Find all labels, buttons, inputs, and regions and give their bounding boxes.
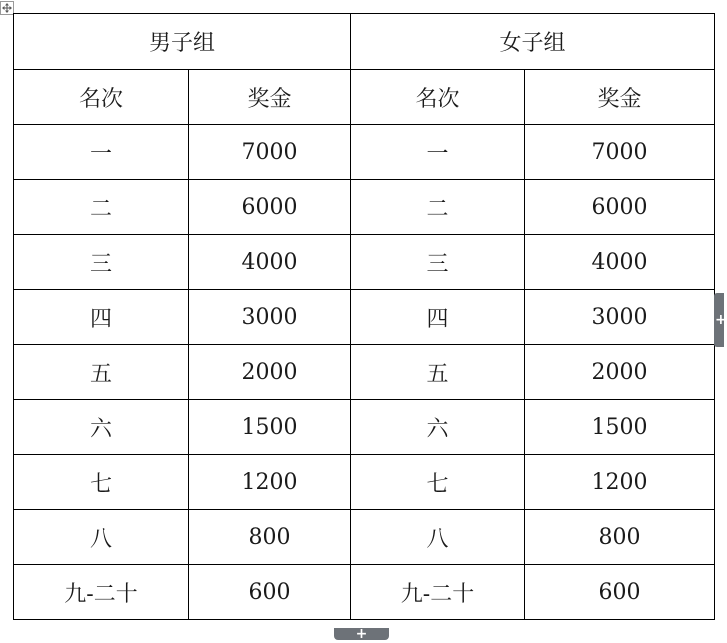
women-prize-header[interactable]: 奖金 <box>525 70 715 125</box>
men-prize-cell[interactable]: 600 <box>189 565 351 620</box>
men-group-header[interactable]: 男子组 <box>14 14 351 70</box>
women-prize-cell[interactable]: 4000 <box>525 235 715 290</box>
women-rank-cell[interactable]: 五 <box>351 345 525 400</box>
add-column-button[interactable] <box>714 293 727 347</box>
women-rank-cell[interactable]: 六 <box>351 400 525 455</box>
men-rank-cell[interactable]: 五 <box>14 345 189 400</box>
women-group-header[interactable]: 女子组 <box>351 14 715 70</box>
men-prize-cell[interactable]: 4000 <box>189 235 351 290</box>
add-row-button[interactable] <box>334 628 389 640</box>
plus-icon: + <box>715 312 727 328</box>
men-prize-cell[interactable]: 1200 <box>189 455 351 510</box>
men-rank-cell[interactable]: 七 <box>14 455 189 510</box>
table-row <box>14 125 715 180</box>
prize-table <box>13 13 715 620</box>
table-row <box>14 345 715 400</box>
men-prize-header[interactable]: 奖金 <box>189 70 351 125</box>
women-prize-cell[interactable]: 800 <box>525 510 715 565</box>
men-rank-cell[interactable]: 三 <box>14 235 189 290</box>
women-prize-cell[interactable]: 600 <box>525 565 715 620</box>
men-rank-header[interactable]: 名次 <box>14 70 189 125</box>
men-rank-cell[interactable]: 九-二十 <box>14 565 189 620</box>
table-row <box>14 180 715 235</box>
women-rank-cell[interactable]: 八 <box>351 510 525 565</box>
women-rank-header[interactable]: 名次 <box>351 70 525 125</box>
women-rank-cell[interactable]: 一 <box>351 125 525 180</box>
men-prize-cell[interactable]: 1500 <box>189 400 351 455</box>
men-prize-cell[interactable]: 2000 <box>189 345 351 400</box>
men-rank-cell[interactable]: 六 <box>14 400 189 455</box>
table-row <box>14 400 715 455</box>
men-prize-cell[interactable]: 800 <box>189 510 351 565</box>
women-rank-cell[interactable]: 三 <box>351 235 525 290</box>
move-arrows-icon <box>0 1 14 15</box>
women-prize-cell[interactable]: 3000 <box>525 290 715 345</box>
table-row <box>14 510 715 565</box>
table-row <box>14 235 715 290</box>
table-row <box>14 290 715 345</box>
women-rank-cell[interactable]: 四 <box>351 290 525 345</box>
women-prize-cell[interactable]: 6000 <box>525 180 715 235</box>
men-rank-cell[interactable]: 二 <box>14 180 189 235</box>
men-prize-cell[interactable]: 6000 <box>189 180 351 235</box>
men-prize-cell[interactable]: 3000 <box>189 290 351 345</box>
women-prize-cell[interactable]: 1500 <box>525 400 715 455</box>
table-row <box>14 455 715 510</box>
women-rank-cell[interactable]: 七 <box>351 455 525 510</box>
group-header-row <box>14 14 715 70</box>
women-rank-cell[interactable]: 九-二十 <box>351 565 525 620</box>
column-header-row <box>14 70 715 125</box>
women-prize-cell[interactable]: 2000 <box>525 345 715 400</box>
men-rank-cell[interactable]: 四 <box>14 290 189 345</box>
plus-icon: + <box>355 626 368 642</box>
men-rank-cell[interactable]: 八 <box>14 510 189 565</box>
men-prize-cell[interactable]: 7000 <box>189 125 351 180</box>
women-rank-cell[interactable]: 二 <box>351 180 525 235</box>
women-prize-cell[interactable]: 1200 <box>525 455 715 510</box>
table-move-handle[interactable] <box>0 0 14 14</box>
men-rank-cell[interactable]: 一 <box>14 125 189 180</box>
women-prize-cell[interactable]: 7000 <box>525 125 715 180</box>
table-row <box>14 565 715 620</box>
